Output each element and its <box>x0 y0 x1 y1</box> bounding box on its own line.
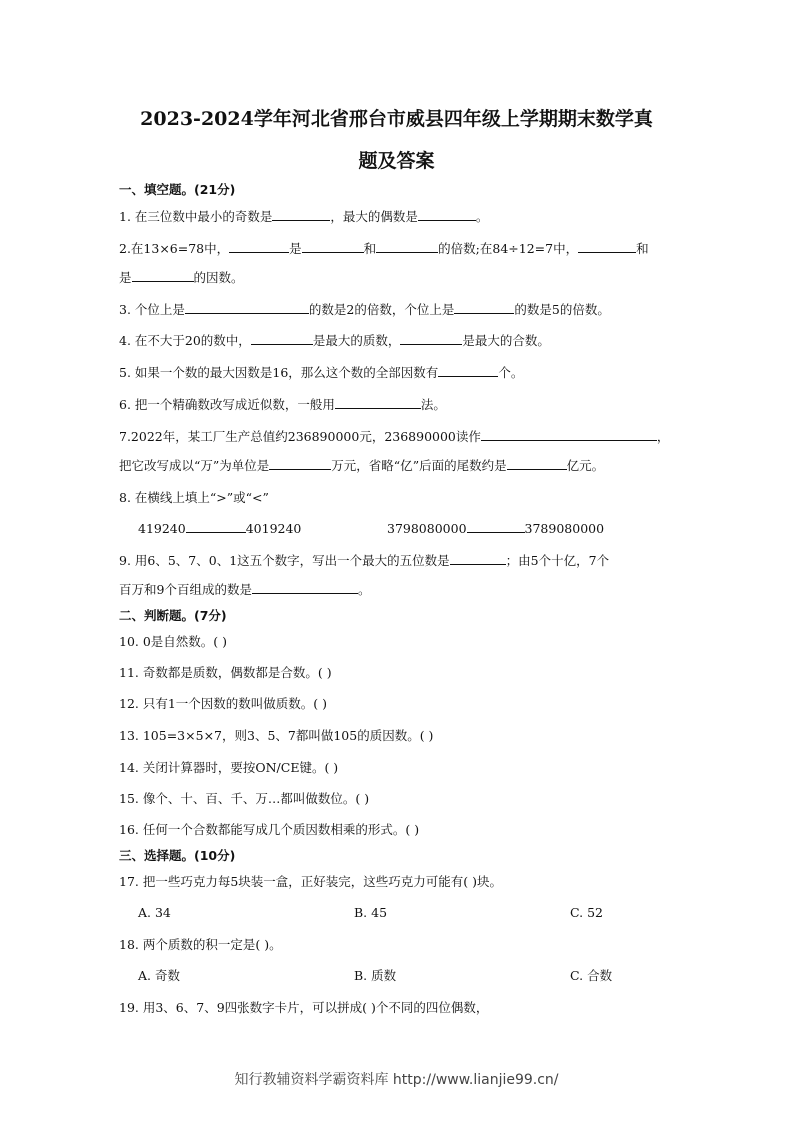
q8-number: 4019240 <box>245 521 302 536</box>
answer-blank[interactable] <box>450 551 506 565</box>
q9-text-b: ；由5个十亿，7个 <box>505 553 610 568</box>
judgment-item: 14. 关闭计算器时，要按ON/CE键。( ) <box>119 760 339 775</box>
q4-text-b: 是最大的质数， <box>312 333 401 348</box>
answer-blank[interactable] <box>185 300 309 314</box>
q2-text-a: 2.在13×6=78中， <box>119 241 230 256</box>
q6-text-a: 6. 把一个精确数改写成近似数，一般用 <box>119 397 335 412</box>
section-heading-multiple-choice: 三、选择题。(10分) <box>119 848 236 863</box>
option-c: C. 52 <box>570 905 603 920</box>
answer-blank[interactable] <box>467 519 525 533</box>
q8-number: 3789080000 <box>524 521 605 536</box>
judgment-item: 12. 只有1一个因数的数叫做质数。( ) <box>119 696 328 711</box>
answer-blank[interactable] <box>229 239 289 253</box>
answer-blank[interactable] <box>186 519 246 533</box>
q7-text-a: 7.2022年，某工厂生产总值约236890000元，236890000读作 <box>119 429 481 444</box>
q2-text-d: 的倍数;在84÷12=7中， <box>438 241 579 256</box>
q7b-text-c: 亿元。 <box>566 458 605 473</box>
q2-text-e: 和 <box>636 241 649 256</box>
q8-number: 419240 <box>138 521 186 536</box>
q2b-text-a: 是 <box>119 270 132 285</box>
q3-text-c: 的数是5的倍数。 <box>514 302 610 317</box>
answer-blank[interactable] <box>269 456 331 470</box>
answer-blank[interactable] <box>400 331 462 345</box>
judgment-item: 16. 任何一个合数都能写成几个质因数相乘的形式。( ) <box>119 822 420 837</box>
q7b-text-a: 把它改写成以“万”为单位是 <box>119 458 270 473</box>
q4-text-c: 是最大的合数。 <box>462 333 550 348</box>
judgment-item: 13. 105=3×5×7，则3、5、7都叫做105的质因数。( ) <box>119 728 434 743</box>
q7-text-b: ， <box>656 429 670 444</box>
question-8-compare-right <box>387 519 604 539</box>
question-3 <box>119 300 610 320</box>
q4-text-a: 4. 在不大于20的数中， <box>119 333 251 348</box>
q1-text-c: 。 <box>475 209 489 224</box>
judgment-item: 10. 0是自然数。( ) <box>119 634 228 649</box>
answer-blank[interactable] <box>578 239 636 253</box>
option-b: B. 45 <box>354 905 388 920</box>
footer-watermark: 知行教辅资料学霸资料库 http://www.lianjie99.cn/ <box>234 1072 559 1088</box>
question-17: 17. 把一些巧克力每5块装一盒，正好装完，这些巧克力可能有( )块。 <box>119 874 503 889</box>
question-6 <box>119 395 446 415</box>
section-heading-true-false: 二、判断题。(7分) <box>119 608 227 623</box>
q6-text-b: 法。 <box>420 397 446 412</box>
q9-text-a: 9. 用6、5、7、0、1这五个数字，写出一个最大的五位数是 <box>119 553 450 568</box>
section-heading-fill-in: 一、填空题。(21分) <box>119 182 236 197</box>
answer-blank[interactable] <box>438 363 498 377</box>
answer-blank[interactable] <box>251 331 313 345</box>
answer-blank[interactable] <box>418 207 476 221</box>
judgment-item: 11. 奇数都是质数，偶数都是合数。( ) <box>119 665 332 680</box>
answer-blank[interactable] <box>335 395 421 409</box>
document-title-line1: 2023-2024学年河北省邢台市威县四年级上学期期末数学真 <box>140 108 653 130</box>
document-title-line2: 题及答案 <box>358 150 435 172</box>
answer-blank[interactable] <box>507 456 567 470</box>
question-19: 19. 用3、6、7、9四张数字卡片，可以拼成( )个不同的四位偶数， <box>119 1000 489 1015</box>
q8-number: 3798080000 <box>387 521 467 536</box>
q3-text-b: 的数是2的倍数，个位上是 <box>308 302 455 317</box>
question-2-cont <box>119 268 244 288</box>
q9b-text-a: 百万和9个百组成的数是 <box>119 582 252 597</box>
answer-blank[interactable] <box>252 580 358 594</box>
option-b: B. 质数 <box>354 968 397 983</box>
q7b-text-b: 万元，省略“亿”后面的尾数约是 <box>331 458 507 473</box>
option-a: A. 34 <box>138 905 171 920</box>
question-1 <box>119 207 488 227</box>
answer-blank[interactable] <box>132 268 194 282</box>
q3-text-a: 3. 个位上是 <box>119 302 185 317</box>
question-8: 8. 在横线上填上“>”或“<” <box>119 490 269 505</box>
q1-text-a: 1. 在三位数中最小的奇数是 <box>119 209 273 224</box>
q2b-text-b: 的因数。 <box>193 270 244 285</box>
answer-blank[interactable] <box>376 239 438 253</box>
answer-blank[interactable] <box>302 239 364 253</box>
answer-blank[interactable] <box>454 300 514 314</box>
option-a: A. 奇数 <box>138 968 180 983</box>
q2-text-b: 是 <box>289 241 302 256</box>
question-7 <box>119 427 669 447</box>
question-7-cont <box>119 456 604 476</box>
answer-blank[interactable] <box>481 427 657 441</box>
answer-blank[interactable] <box>272 207 330 221</box>
question-4 <box>119 331 550 351</box>
question-9-cont <box>119 580 370 600</box>
q9b-text-b: 。 <box>357 582 371 597</box>
question-18: 18. 两个质数的积一定是( )。 <box>119 937 282 952</box>
question-5 <box>119 363 523 383</box>
question-2 <box>119 239 649 259</box>
q5-text-a: 5. 如果一个数的最大因数是16，那么这个数的全部因数有 <box>119 365 439 380</box>
q5-text-b: 个。 <box>498 365 524 380</box>
question-8-compare-left <box>138 519 301 539</box>
q2-text-c: 和 <box>363 241 377 256</box>
judgment-item: 15. 像个、十、百、千、万…都叫做数位。( ) <box>119 791 370 806</box>
q1-text-b: ，最大的偶数是 <box>330 209 418 224</box>
option-c: C. 合数 <box>570 968 613 983</box>
question-9 <box>119 551 609 571</box>
